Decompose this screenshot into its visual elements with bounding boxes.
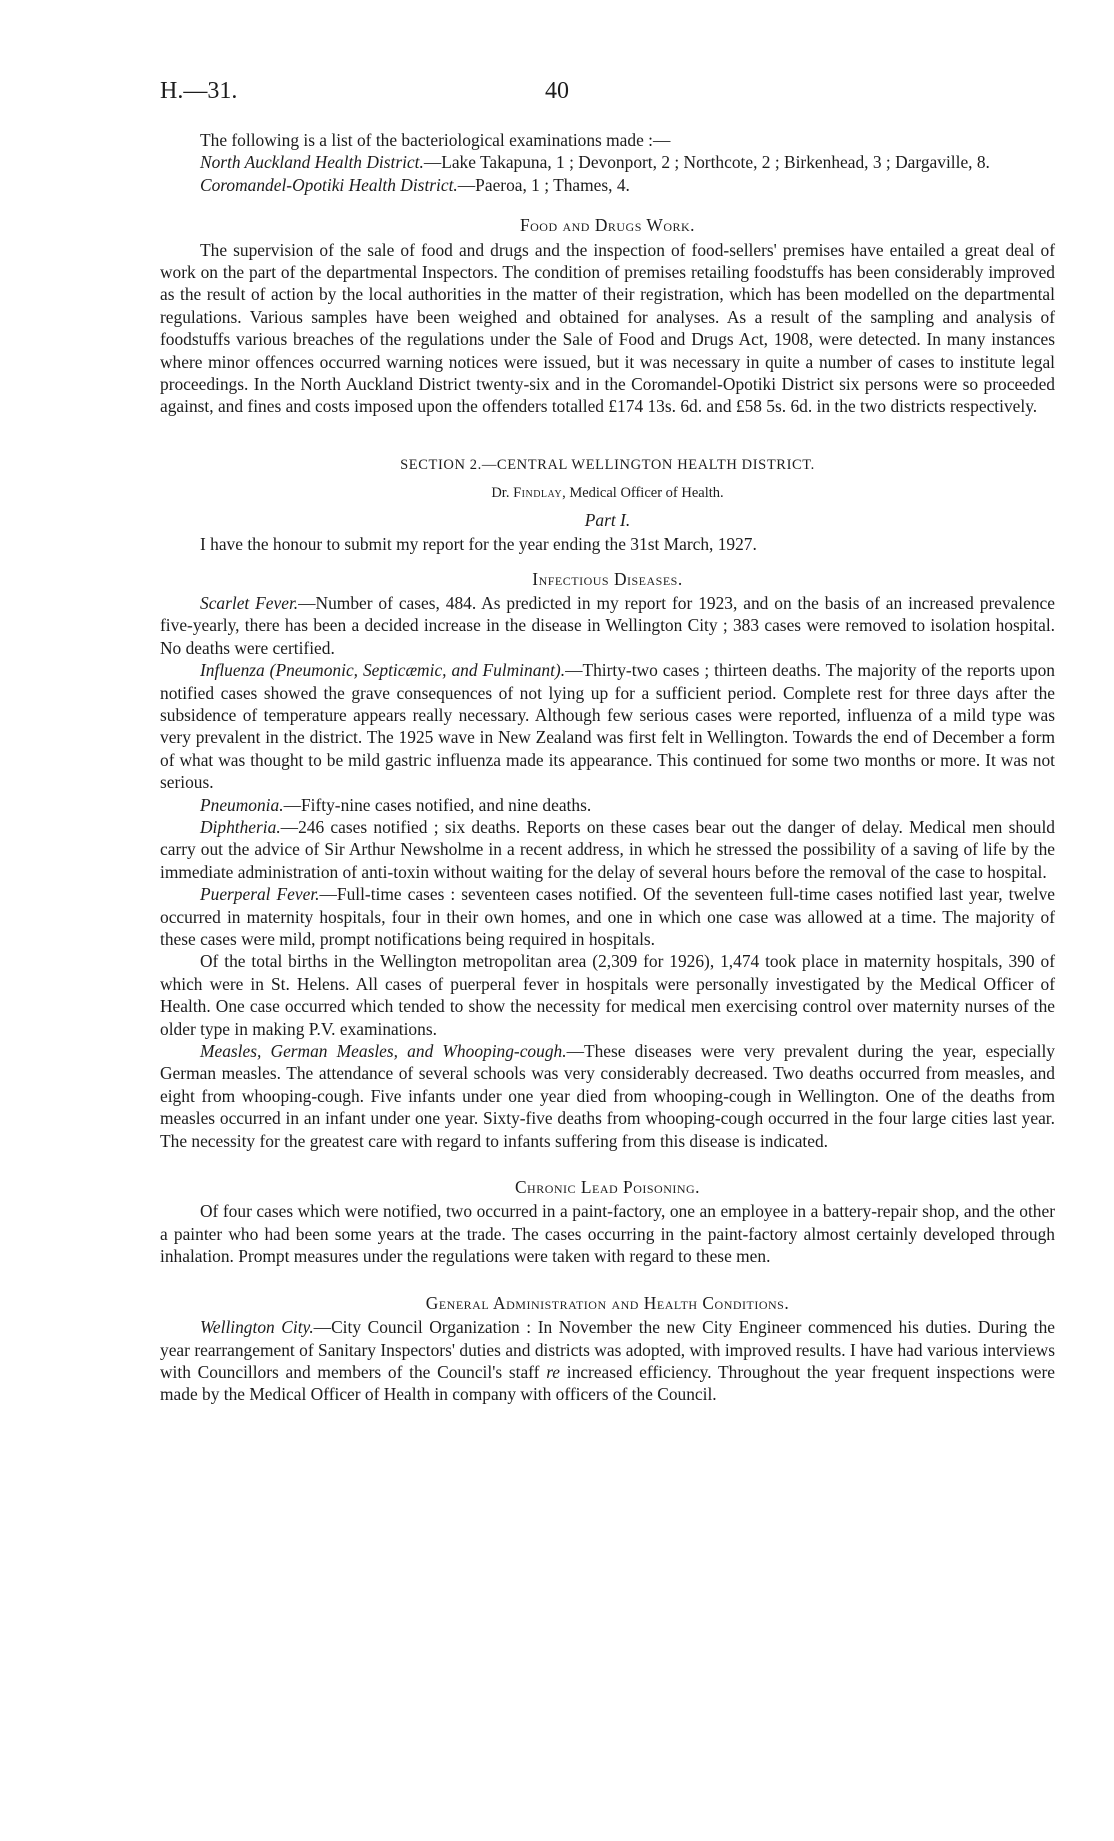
disease-text: —Full-time cases : seventeen cases notified. Of the seventeen full-time cases notified last year, twelve occurred in maternity hospitals, four in their own homes, and one in which one case was allowed at a time. The majority of these cases were mild, prompt notifications being required in hospitals. [160, 884, 1056, 949]
officer-name: Findlay [513, 485, 563, 502]
officer-line [160, 482, 1055, 504]
disease-name: Diphtheria. [200, 816, 281, 837]
influenza-paragraph [160, 659, 1055, 793]
intro-text: The following is a list of the bacteriological examinations made :— [200, 130, 671, 150]
scarlet-fever-paragraph [160, 592, 1055, 659]
disease-text: —Thirty-two cases ; thirteen deaths. The majority of the reports upon notified cases showed the grave consequences of not lying up for a sufficient period. Complete rest for three days after the subsidence of temperature appears really necessary. Although few serious cases were reported, influenza of a mild type was very prevalent in the district. The 1925 wave in New Zealand was first felt in Wellington. Towards the end of December a form of what was thought to be mild gastric influenza made its appearance. This continued for some two months or more. It was not serious. [160, 660, 1055, 793]
section-title: SECTION 2.—CENTRAL WELLINGTON HEALTH DISTRICT. [400, 456, 815, 473]
page-header [160, 78, 954, 108]
disease-name: Scarlet Fever. [200, 592, 299, 613]
disease-name: Puerperal Fever. [200, 884, 320, 905]
births-paragraph [160, 950, 1055, 1040]
latin-re: re [546, 1361, 561, 1382]
disease-text: —Fifty-nine cases notified, and nine deaths. [283, 794, 592, 815]
part-label: Part I. [584, 509, 631, 530]
lead-poisoning-heading: Chronic Lead Poisoning. [514, 1177, 701, 1198]
general-administration-heading: General Administration and Health Conditions. [425, 1292, 790, 1313]
document-id: H.—31. [160, 78, 238, 104]
diphtheria-paragraph [160, 816, 1055, 883]
admin-text-end: increased efficiency. Throughout the year frequent inspections were made by the Medical Officer of Health in company with officers of the Council. [160, 1361, 1056, 1405]
food-drugs-paragraph: The supervision of the sale of food and drugs and the inspection of food-sellers' premises have entailed a great deal of work on the part of the departmental Inspectors. The condition of premises retailing foodstuffs has been considerably improved as the result of action by the local authorities in the matter of their registration, which has been modelled on the departmental regulations. Various samples have been weighed and obtained for analyses. As a result of the sampling and analysis of foodstuffs various breaches of the regulations under the Sale of Food and Drugs Act, 1908, were detected. In many instances where minor offences occurred warning notices were issued, but it was necessary in quite a number of cases to institute legal proceedings. In the North Auckland District twenty-six and in the Coromandel-Opotiki District six persons were so proceeded against, and fines and costs imposed upon the offenders totalled £174 13s. 6d. and £58 5s. 6d. in the two districts respectively. [160, 239, 1055, 417]
city-name: Wellington City. [200, 1317, 314, 1338]
district-name: Coromandel-Opotiki Health District. [200, 174, 458, 195]
disease-text: —246 cases notified ; six deaths. Reports on these cases bear out the danger of delay. Medical men should carry out the advice of Sir Arthur Newsholme in a recent address, in which he stressed the possibility of a saving of life by the immediate administration of anti-toxin without waiting for the delay of several hours before the removal of the case to hospital. [160, 816, 1055, 882]
disease-name: Pneumonia. [200, 794, 284, 815]
food-drugs-heading: Food and Drugs Work. [519, 215, 696, 236]
bacteriological-coromandel [160, 174, 1055, 196]
lead-poisoning-paragraph: Of four cases which were notified, two occurred in a paint-factory, one an employee in a battery-repair shop, and the other a painter who had been some years at the trade. The cases occurring in the paint-factory almost certainly developed through inhalation. Prompt measures under the regulations were taken with regard to these men. [160, 1201, 1055, 1267]
admin-text: —City Council Organization : In November the new City Engineer commenced his duties. During the year rearrangement of Sanitary Inspectors' duties and districts was adopted, with improved results. I have had various interviews with Councillors and members of the Council's staff [160, 1317, 1055, 1382]
page-body [160, 129, 1055, 1406]
puerperal-fever-paragraph [160, 883, 1055, 950]
district-counts: —Paeroa, 1 ; Thames, 4. [457, 174, 630, 195]
disease-name: Influenza (Pneumonic, Septicæmic, and Fulminant). [200, 660, 566, 681]
bacteriological-north-auckland [160, 151, 1055, 173]
page-number: 40 [545, 78, 569, 104]
pneumonia-paragraph [160, 794, 1055, 816]
disease-name: Measles, German Measles, and Whooping-cough. [200, 1041, 567, 1062]
officer-role: , Medical Officer of Health. [562, 485, 724, 502]
district-counts: —Lake Takapuna, 1 ; Devonport, 2 ; Northcote, 2 ; Birkenhead, 3 ; Dargaville, 8. [423, 152, 990, 173]
wellington-city-paragraph [160, 1316, 1055, 1406]
district-name: North Auckland Health District. [200, 152, 424, 173]
report-opening: I have the honour to submit my report for the year ending the 31st March, 1927. [200, 534, 757, 555]
infectious-diseases-heading: Infectious Diseases. [532, 568, 683, 589]
births-text: Of the total births in the Wellington metropolitan area (2,309 for 1926), 1,474 took place in maternity hospitals, 390 of which were in St. Helens. All cases of puerperal fever in hospitals were personally investigated by the Medical Officer of Health. One case occurred which tended to show the necessity for medical men exercising control over maternity nurses of the older type in making P.V. examinations. [160, 951, 1055, 1039]
officer-prefix: Dr. [491, 485, 510, 502]
measles-paragraph [160, 1040, 1055, 1152]
disease-text: —These diseases were very prevalent during the year, especially German measles. The attendance of several schools was very considerably decreased. Two deaths occurred from measles, and eight from whooping-cough. Five infants under one year died from whooping-cough in Wellington. One of the deaths from measles occurred in an infant under one year. Sixty-five deaths from whooping-cough occurred in the four large cities last year. The necessity for the greatest care with regard to infants suffering from this disease is indicated. [160, 1041, 1055, 1151]
disease-text: —Number of cases, 484. As predicted in my report for 1923, and on the basis of an increased prevalence five-yearly, there has been a decided increase in the disease in Wellington City ; 383 cases were removed to isolation hospital. No deaths were certified. [160, 592, 1055, 658]
